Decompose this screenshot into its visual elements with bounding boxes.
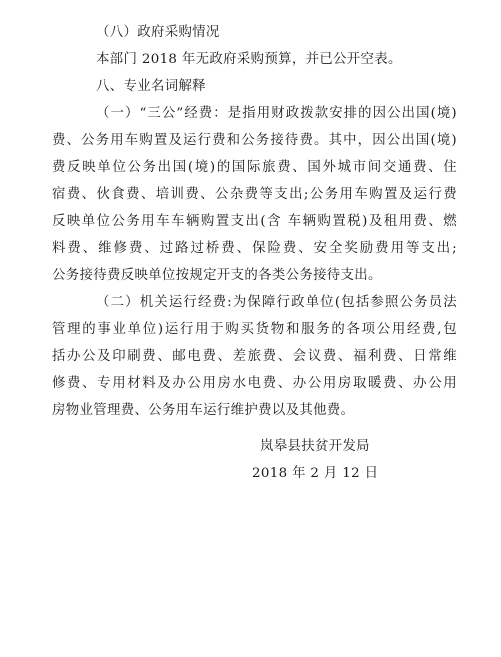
term1-line: 反映单位公务用车车辆购置支出(含 车辆购置税)及租用费、燃: [52, 214, 457, 229]
term2-line: 修费、专用材料及办公用房水电费、办公用房取暖费、办公用: [52, 376, 457, 391]
term1-line: （一）“三公”经费：是指用财政拨款安排的因公出国(境): [96, 106, 457, 121]
terms-section-heading: 八、专业名词解释: [96, 79, 206, 94]
term2-line: 管理的事业单位)运行用于购买货物和服务的各项公用经费,包: [52, 322, 457, 337]
term1-line: 宿费、伙食费、培训费、公杂费等支出;公务用车购置及运行费: [52, 187, 457, 202]
signature-date: 2018 年 2 月 12 日: [252, 466, 379, 481]
term1-line: 费、公务用车购置及运行费和公务接待费。其中，因公出国(境): [52, 133, 457, 148]
section8-text: 本部门 2018 年无政府采购预算，并已公开空表。: [96, 52, 402, 67]
term1-line: 料费、维修费、过路过桥费、保险费、安全奖励费用等支出;: [52, 241, 457, 256]
term2-line: 括办公及印刷费、邮电费、差旅费、会议费、福利费、日常维: [52, 349, 457, 364]
term1-line: 公务接待费反映单位按规定开支的各类公务接待支出。: [52, 268, 382, 283]
signature-org: 岚皋县扶贫开发局: [260, 439, 370, 454]
term2-line: （二）机关运行经费:为保障行政单位(包括参照公务员法: [96, 295, 457, 310]
section8-heading: （八）政府采购情况: [96, 25, 220, 40]
term2-line: 房物业管理费、公务用车运行维护费以及其他费。: [52, 403, 355, 418]
term1-line: 费反映单位公务出国(境)的国际旅费、国外城市间交通费、住: [52, 160, 457, 175]
